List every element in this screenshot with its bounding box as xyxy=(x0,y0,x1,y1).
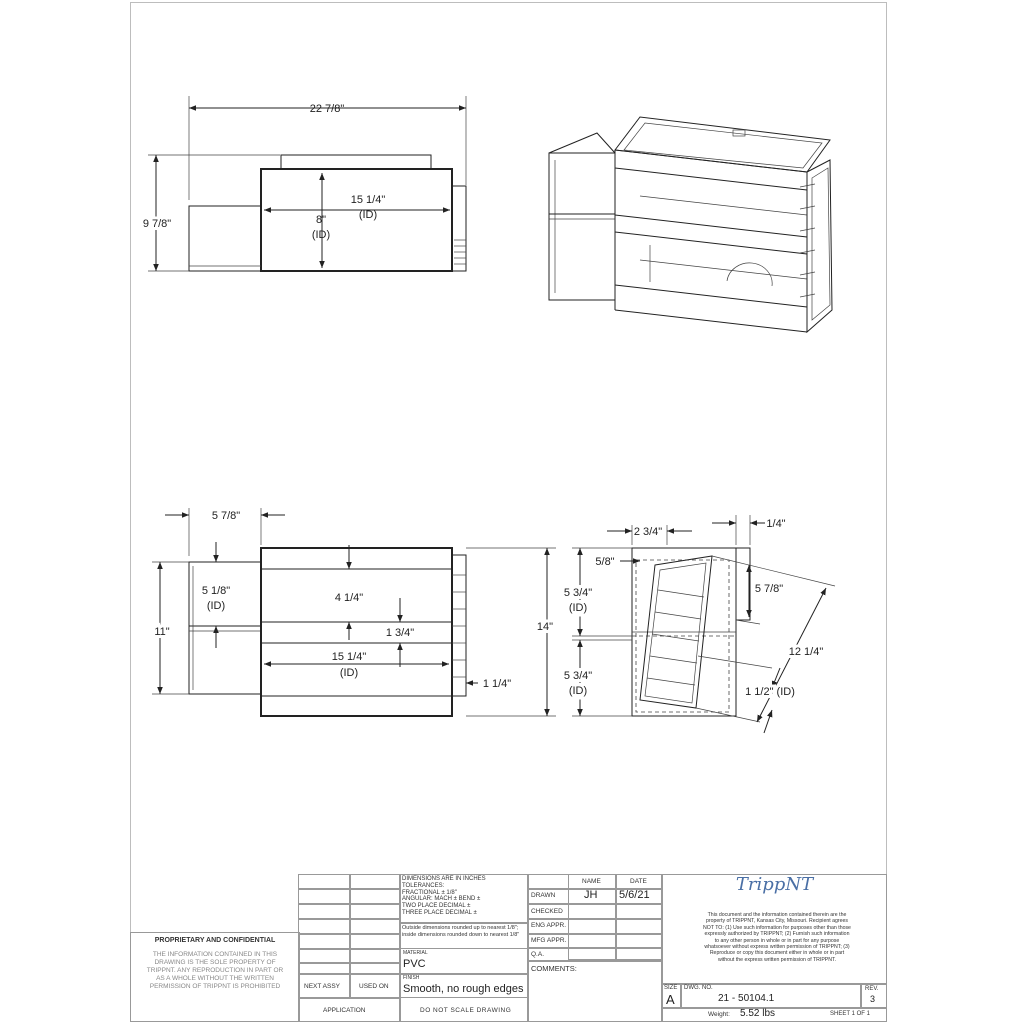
side-total-height: 14" xyxy=(536,621,554,633)
front-inner-width: 15 1/4" xyxy=(350,194,386,206)
material-label: MATERIAL xyxy=(403,950,428,956)
application-label: APPLICATION xyxy=(323,1007,366,1014)
drawn-label: DRAWN xyxy=(531,892,556,899)
side-slot: 1 1/4" xyxy=(482,678,512,690)
rev-value: 3 xyxy=(870,994,876,1004)
side-pocket-height-tag: (ID) xyxy=(206,600,226,612)
end-upper-tag: (ID) xyxy=(568,602,588,614)
side-pocket-height: 5 1/8" xyxy=(201,585,231,597)
front-inner-height-tag: (ID) xyxy=(311,229,331,241)
sheet-label: SHEET 1 OF 1 xyxy=(830,1011,870,1017)
comments-label: COMMENTS: xyxy=(531,964,577,973)
proprietary-title: PROPRIETARY AND CONFIDENTIAL xyxy=(154,937,276,944)
side-gap: 1 3/4" xyxy=(385,627,415,639)
drawn-date: 5/6/21 xyxy=(619,889,650,901)
side-inner-width: 15 1/4" xyxy=(331,651,367,663)
drawn-name: JH xyxy=(584,889,598,901)
end-offset: 5/8" xyxy=(595,556,615,568)
trippnt-logo: TrippNT xyxy=(735,874,814,895)
end-slot-width: 1 1/2" (ID) xyxy=(745,686,795,698)
front-view xyxy=(148,96,466,271)
size-value: A xyxy=(666,992,675,1007)
dwg-no-label: DWG. NO. xyxy=(684,985,713,991)
end-edge: 1/4" xyxy=(766,518,786,530)
side-inner-width-tag: (ID) xyxy=(339,667,359,679)
do-not-scale: DO NOT SCALE DRAWING xyxy=(420,1007,512,1014)
checked-label: CHECKED xyxy=(531,908,563,915)
side-pocket-width: 5 7/8" xyxy=(211,510,241,522)
mfg-appr-label: MFG APPR. xyxy=(531,937,567,944)
next-assy-label: NEXT ASSY xyxy=(304,983,341,990)
dwg-no-value: 21 - 50104.1 xyxy=(718,993,775,1004)
eng-appr-label: ENG APPR. xyxy=(531,922,567,929)
end-view xyxy=(572,515,835,733)
end-upper: 5 3/4" xyxy=(563,587,593,599)
proprietary-text: THE INFORMATION CONTAINED IN THIS DRAWING IS THE SOLE PROPERTY OF TRIPPNT. ANY REPRODUCTION IN PART OR AS A WHOLE WITHOUT THE WRITTEN PERMISSION OF TRIPPNT IS PROHIBITED xyxy=(146,951,284,990)
end-lower-tag: (ID) xyxy=(568,685,588,697)
rev-label: REV. xyxy=(865,986,879,992)
end-lower: 5 3/4" xyxy=(563,670,593,682)
side-upper-height: 4 1/4" xyxy=(334,592,364,604)
end-tray-length: 12 1/4" xyxy=(788,646,824,658)
weight-label: Weight: xyxy=(708,1011,730,1018)
size-label: SIZE xyxy=(664,985,678,991)
used-on-label: USED ON xyxy=(359,983,389,990)
tolerances-text: DIMENSIONS ARE IN INCHES TOLERANCES: FRACTIONAL ± 1/8" ANGULAR: MACH ± BEND ± TWO PLACE DECIMAL ± THREE PLACE DECIMAL ± xyxy=(402,876,486,916)
date-header: DATE xyxy=(630,878,647,885)
front-overall-height: 9 7/8" xyxy=(142,218,172,230)
front-inner-width-tag: (ID) xyxy=(358,209,378,221)
finish-value: Smooth, no rough edges xyxy=(403,983,524,995)
end-top-width: 2 3/4" xyxy=(633,526,663,538)
weight-value: 5.52 lbs xyxy=(740,1008,776,1019)
name-header: NAME xyxy=(582,878,601,885)
qa-label: Q.A. xyxy=(531,951,545,958)
side-overall-height: 11" xyxy=(154,626,170,638)
front-overall-width: 22 7/8" xyxy=(309,103,345,115)
material-value: PVC xyxy=(403,958,426,970)
isometric-view xyxy=(549,117,832,332)
front-inner-height: 8" xyxy=(315,214,327,226)
rounding-note: Outside dimensions rounded up to nearest 1/8"; inside dimensions rounded down to nearest 1/8" xyxy=(402,925,520,938)
end-tray-depth: 5 7/8" xyxy=(754,583,784,595)
finish-label: FINISH xyxy=(403,975,420,981)
notice-text: This document and the information contained therein are the property of TRIPPNT, Kansas City, Missouri. Recipient agrees NOT TO: (1) Use such information for purposes other than those expressly authorized by TRIPPNT; (2) Furnish such information to any other person in whole or in part for any purpose whatsoever without express written permission of TRIPPNT; (3) Reproduce or copy this document either in whole or in part without the express written permission of TRIPPNT. xyxy=(703,912,851,963)
